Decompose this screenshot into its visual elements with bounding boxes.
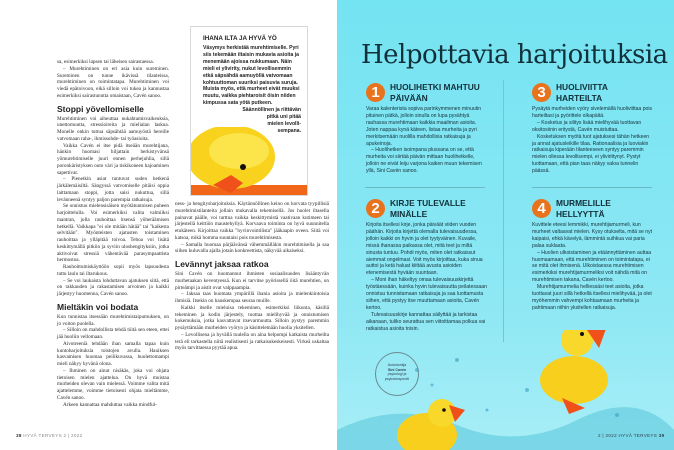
exercise-item-4: [532, 198, 654, 312]
paragraph: – Jaksaa taas huomata ympärillä ihania asioita ja mielenkiintoisia ihmisiä. Itsekin on hauskempaa seuraa muille.: [175, 291, 329, 304]
paragraph: – Huolien ulkoistaminen ja etäännyttäminen auttaa huomaamaan, että murehtiminen on toimintatapa, ei se mitä olet ihmisenä. Ulkoistaessa murehtimisen esimerkiksi murehtijamurmeliksi voit nähdä mitä on murehtimisen takana, Cavén kertoo.: [532, 249, 652, 284]
paragraph: Murehtiminen voi aiheuttaa nukahtamisvaikeuksia, unettomuutta, stressioireita ja mielialan laskua. Monelle onkin tuttua säpsähtää aamuyöstä hereille vatvomaan raha-, ihmissuhde- tai työasioita.: [57, 115, 169, 142]
left-column-2: [175, 201, 329, 352]
page-footer-left: [16, 433, 82, 438]
box-tail-line: Säännöllinen ja riittävän pitkä uni pitää: [242, 107, 301, 121]
exercise-heading: KIRJE TULEVALLE MINÄLLE: [390, 198, 466, 219]
paragraph: sa, esimerkiksi lapsen tai läheisen sairastaessa.: [57, 59, 154, 65]
paragraph: – Se voi laukaista lohduttavan ajatuksen siitä, että on rakkauden ja rakastamisen arvoinen ja kaikki järjestyy huomenna, Cavén sanoo.: [57, 277, 169, 297]
box-tail-line: mielen levolli-: [267, 120, 301, 127]
page-number: 38: [16, 433, 22, 438]
number-badge: 4: [532, 199, 551, 218]
paragraph: Murehtijamurmelia helliessäsi teet asioita, jotka tuottavat juuri sillä hetkellä itsellesi mielihyvää, ja olet myöhemmin vahvempi kohtaamaan murheita ja pahtimaan niihin yksitellen ratkaisuja.: [532, 284, 652, 311]
number-badge: 1: [366, 83, 385, 102]
paragraph: Pysäytä murheiden vyöry sivelemällä huoliviittaa pois harteiltasi ja pyörittele olkapäitä.: [532, 106, 653, 119]
paragraph: Kuvittele eteesi lemmikki, murehtijamurmeli, kun murheet valtaavat mielen. Kysy otukselta, mitä se nyt kaipaisi, ehkä kävelyä, lämmintä suihkua vai paria palaa suklaata.: [532, 222, 653, 249]
paragraph: Se onnistuu mielensisäisen myötätuntoisen puheen harjoittelulla. Voi esimerkiksi valita valmiiksi mantran, jolla rauhoittaa itsensä yöheräämisen hetkellä. Vaikkapa "ei ole mitään hätää" tai "kaikesta selvitään". Myönteisten ajatusten toistaminen rauhoittaa ja ylläpitää toivoa. Tehoa voi lisätä keskittymällä pitkiin ja syviin uloshengityksiin, jotka aktivoivat stressiä vähentävää parasympaattista hermostoa.: [57, 203, 169, 264]
sidebar-box: [190, 26, 308, 196]
paragraph: Varaa kalenterista sopiva parinkymmenen minuutin pituinen pätkä, jolloin sinulla on lupa pysähtyä rauhassa murehtimaan kaikkia maailman asioita. Joten nappaa kynä käteen, listaa murheita ja pyri merkitsemään nuolilla mahdollisia ratkaisuja ja apukeinoja.: [366, 106, 482, 147]
expert-title: psykologi ja psykoterapeutti: [384, 372, 410, 381]
box-text: [203, 45, 301, 135]
exercise-item-3: [532, 82, 654, 175]
number-badge: 3: [532, 83, 551, 102]
section-heading: Stoppi yövellomiselle: [57, 103, 144, 114]
paragraph: Tulevaisuuskirje kannattaa säilyttää ja tarkistaa aikanaan, tuliko seurattua sen viitoittamaa polkua vai ratkaistua asioita toisin.: [366, 311, 486, 332]
paragraph: – Huolihetken isoimpana plussana on se, että murheita voi siirtää päivän mittaan huolihetkelle, jolloin ne eivät leiju varjona kaiken muun tekemisen yllä, Sini Cavén sanoo.: [366, 147, 482, 175]
rubber-duck-illustration: [191, 127, 308, 196]
page-number: 39: [658, 433, 665, 438]
paragraph: Kosketuksen myötä tuot ajatuksesi tähän hetkeen ja annat ajatusleikille tilaa. Rationaalisia ja luoviakin ratkaisuja kiperään tilanteeseen syntyy paremmin mielen ollessa levollisempi, ei ylivirittynyt. Pystyt luottamaan, että pian taas näkyy valoa tunnelin päässä.: [532, 133, 650, 175]
box-tail-line: sempana.: [277, 127, 301, 134]
badge-label: Asiantuntija: [387, 363, 407, 367]
exercise-heading: HUOLIVIITTA HARTEILTA: [556, 82, 608, 103]
left-column-1: [57, 59, 169, 408]
paragraph: Kaikki itselle mieluisa tekeminen, esimerkiksi liikunta, käsillä tekeminen ja kodin järjestely, tuottaa mielihyvää ja onnistumisen kokemuksia, jotka kasvattavat itsevarmuutta. Silloin pystyy paremmin pysäyttämään murheiden vyöryn ja käsittelemään huolia yksitellen.: [175, 304, 329, 331]
exercise-item-1: [366, 82, 488, 175]
exercise-heading: HUOLIHETKI MAHTUU PÄIVÄÄN: [390, 82, 480, 103]
paragraph: – Levollisena ja hyvällä tuulella on aina helpompi katkaista murheilta terä eli tarkastella niitä realistisesti ja ratkaisukeskeisesti. Virkeä uskaltaa myös tarvittaessa pyytää apua.: [175, 331, 329, 352]
paragraph: Vaikka Cavén ei itse pidä itseään murehtijana, hänkin huomasi hiljattain herkistyvänsä yömurehtimiselle juuri ennen perhejuhlia, sillä poronkäristyksen outo väri ja tiskikoneen hajoaminen sapettivat.: [57, 142, 169, 176]
item-divider: [365, 187, 485, 188]
paragraph: – Pienetkin asiat tuntuvat suden hetkenä järkälemäisiltä. Sängyssä vatvomiselle pitäisi oppia laittamaan stoppi, jotta saisi nukuttua, sillä levänneenä syntyy paljon parempia ratkaisuja.: [57, 176, 169, 203]
page-footer-right: [598, 433, 664, 438]
paragraph: – Kosketus ja silitys lisää mielihyvää tuottavan oksitosiinin eritystä, Cavén muistuttaa.: [532, 119, 642, 133]
exercise-text: [532, 222, 654, 312]
exercise-item-2: [366, 198, 488, 333]
expert-name: Sini Cavén: [387, 367, 407, 372]
paragraph: ness- ja hengitysharjoituksia. Käytännöllinen keino on korvata tyypillisiä murehtimistilanteita jollain mukavalla tekemisellä. Jos huolet iltasella painavat päälle, voi tarttua vaikka keskittymistä vaativaan kutimeen tai järjestellä keittiön maustehyllyä. Korvaava toiminta on hyvä suunnitella etukäteen. Kirjoittaa vaikka "hyvinvointilista" jääkaapin oveen. Siitä voi katsoa, mikä homma suuntaisi pois murehtimisesta.: [175, 201, 329, 241]
paragraph: Kirjoita itsellesi kirje, jonka päiväät viiden vuoden päähän. Kirjoita kirjettä olemalla tulevaisuudessa, jolloin kaikki on hyvin ja olet tyytyväinen. Kuvaile, missä ihanassa paikassa olet, mitä teet ja miltä sinusta tuntuu. Pohdi myös, miten olet ratkaissut aiemmat ongelmasi. Voit myös kirjoittaa, kuka sinua auttoi ja ketä haluat kiittää avusta asioiden etenemisestä hyvään suuntaan.: [366, 222, 483, 277]
exercise-text: [366, 222, 488, 333]
section-heading: Levännyt jaksaa ratkoa: [175, 259, 269, 269]
paragraph: – Silloin on mahdollista tehdä töitä sen eteen, ettei jää huoliin vellomaan.: [57, 327, 169, 340]
section-heading: Mieltäkin voi bodata: [57, 301, 139, 312]
exercise-heading: MURMELILLE HELLYYTTÄ: [556, 198, 611, 219]
item-divider: [532, 187, 652, 188]
paragraph: Rauhoittumiskäyttöön sopii myös lapsuudesta tuttu laulu tai iltarukous.: [57, 264, 169, 277]
box-title: IHANA ILTA JA HYVÄ YÖ: [203, 35, 277, 42]
magazine-issue: HYVÄ TERVEYS 2 | 2022: [23, 433, 83, 438]
page-title: Helpottavia harjoituksia: [361, 40, 668, 70]
paragraph: Kun tunnistaa itsessään murehtimistaipumuksen, on jo voiton puolella.: [57, 313, 169, 327]
paragraph: Arkeen kannattaa mahduttaa vaikka mindful-: [63, 401, 157, 408]
number-badge: 2: [366, 199, 385, 218]
magazine-issue: 2 | 2022 HYVÄ TERVEYS: [598, 433, 658, 438]
paragraph: – Murehtiminen on eri asia kuin sureminen. Sureminen on tunne ikävissä tilanteissa, murehtiminen on toimintatapa. Murehtiminen voi viedä epätoivoon, eikä silloin voi tukea ja kannustaa esimerkiksi sairastunutta omaistaan, Cavén sanoo.: [57, 65, 169, 99]
paragraph: – Ihminen on ainut nisäkäs, joka voi ohjata tietoisen mielen ajattelua. On hyvä muistaa murheiden olevan vain mielessä. Voimme valita mitä ajattelemme, voimme tietoisesti ohjata mieltämme, Cavén sanoo.: [57, 367, 169, 401]
expert-badge: [375, 352, 419, 396]
box-paragraph: Väsymys herkistää murehtimiselle. Pyri siis tekemään iltaisin mukavia asioita ja menemään ajoissa nukkumaan. Näin mieli ei ylivirity, nukut levollisemmin etkä säpsähdä aamuyöllä vatvomaan kohtuuttoman suuriksi paisuvia suruja. Muista myös, että murheet eivät muuksi muutu, vaikka piehtaroisit öisin niiden kimpussa sata yötä putkeen.: [203, 45, 300, 107]
paragraph: – Moni ihan häkeltyy omaa tulevaisuuskirjettä työstäessään, kuinka hyvin tulevaisuutta peilatessaan onnistuu tunnistamaan ratkaisuja ja saa luottamusta siihen, että pystyy itse muuttamaan asioita, Cavén kertoo.: [366, 277, 487, 311]
column-divider: [503, 80, 504, 342]
paragraph: Sini Cavén on huomannut ihmisten sosiaalisuuden lisääntyvän murhetaakan keventyessä. Kun ei tarvitse pyörissellä öitä murehtien, on pirteämpi ja aistit ovat valppaampia.: [175, 271, 329, 291]
exercise-text: [532, 106, 654, 175]
exercise-text: [366, 106, 488, 175]
paragraph: Aivotreeniä tehdään ihan samalla tapaa kuin kuntoharjoituksia toistojen avulla. Hauiksen kasvamisen huomaa peilikuvassa, huolettomampi mieli näkyy hyvänä olona.: [57, 340, 169, 367]
paragraph: – Samalla huomaa pärjäävänsä vähemmälläkin murehtimisella ja saa siihen kuluvalla ajalla jotain konkreettista, näkyvää aikaiseksi.: [175, 241, 329, 255]
